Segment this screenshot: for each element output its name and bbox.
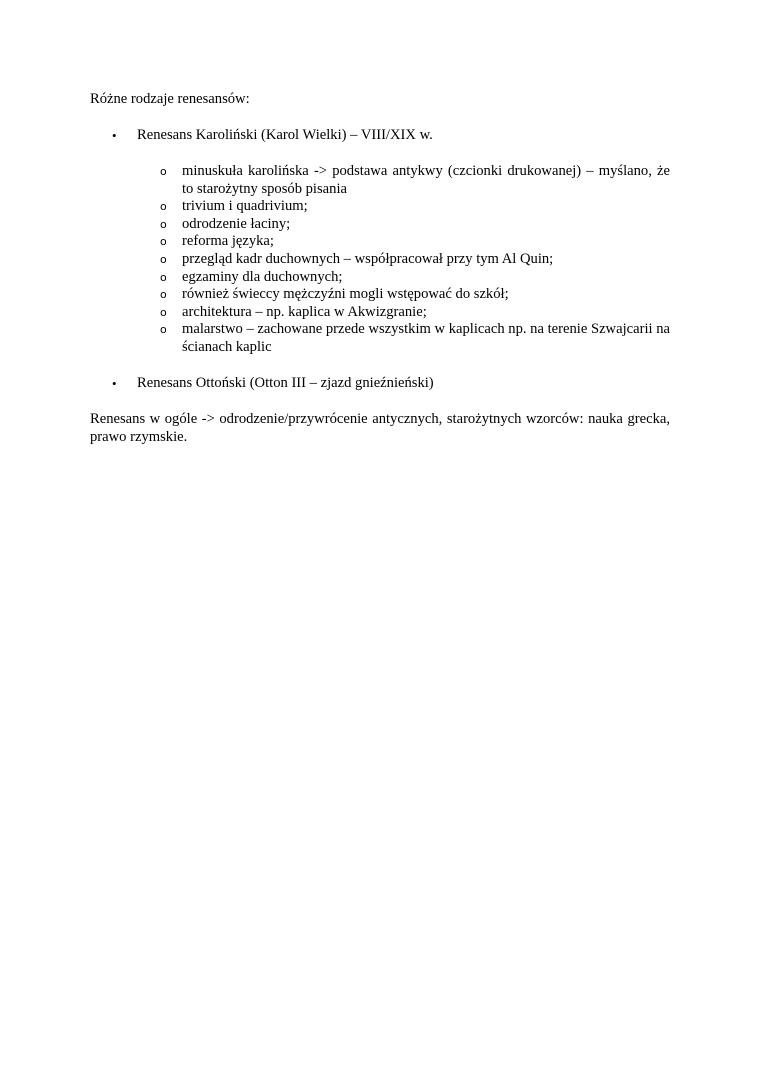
- sublist-item: [160, 321, 670, 356]
- circle-bullet-icon: o: [160, 200, 167, 214]
- circle-bullet-icon: o: [160, 323, 167, 337]
- sublist-item: [160, 304, 670, 322]
- sublist-item: [160, 163, 670, 198]
- bullet-icon: •: [112, 376, 117, 391]
- sublist-item-text: odrodzenie łaciny;: [182, 215, 291, 232]
- sublist-item: [160, 198, 670, 216]
- circle-bullet-icon: o: [160, 235, 167, 249]
- sublist-item-text: przegląd kadr duchownych – współpracował przy tym Al Quin;: [182, 250, 554, 267]
- circle-bullet-icon: o: [160, 305, 167, 319]
- list-item-text: Renesans Karoliński (Karol Wielki) – VIII/XIX w.: [137, 127, 433, 143]
- sublist-item: [160, 216, 670, 234]
- document-heading: Różne rodzaje renesansów:: [90, 91, 250, 107]
- circle-bullet-icon: o: [160, 270, 167, 284]
- sublist-item: [160, 269, 670, 287]
- sublist-item-text: również świeccy mężczyźni mogli wstępować do szkół;: [182, 286, 509, 303]
- sublist-item-text: architektura – np. kaplica w Akwizgranie;: [182, 303, 427, 320]
- summary-paragraph: Renesans w ogóle -> odrodzenie/przywrócenie antycznych, starożytnych wzorców: nauka grecka, prawo rzymskie.: [90, 411, 670, 445]
- sublist-item-text: minuskuła karolińska -> podstawa antykwy (czcionki drukowanej) – myślano, że to starożytny sposób pisania: [182, 163, 670, 197]
- sublist-item-text: reforma języka;: [182, 233, 274, 250]
- circle-bullet-icon: o: [160, 288, 167, 302]
- sublist-item: [160, 251, 670, 269]
- sublist-item-text: egzaminy dla duchownych;: [182, 268, 343, 285]
- bullet-icon: •: [112, 128, 117, 143]
- list-item-text: Renesans Ottoński (Otton III – zjazd gnieźnieński): [137, 375, 434, 391]
- sublist-item: [160, 286, 670, 304]
- circle-bullet-icon: o: [160, 217, 167, 231]
- circle-bullet-icon: o: [160, 252, 167, 266]
- sublist-item-text: malarstwo – zachowane przede wszystkim w kaplicach np. na terenie Szwajcarii na ścianach kaplic: [182, 321, 670, 355]
- karolinski-sublist: [160, 163, 670, 357]
- sublist-item: [160, 233, 670, 251]
- sublist-item-text: trivium i quadrivium;: [182, 198, 308, 215]
- circle-bullet-icon: o: [160, 165, 167, 178]
